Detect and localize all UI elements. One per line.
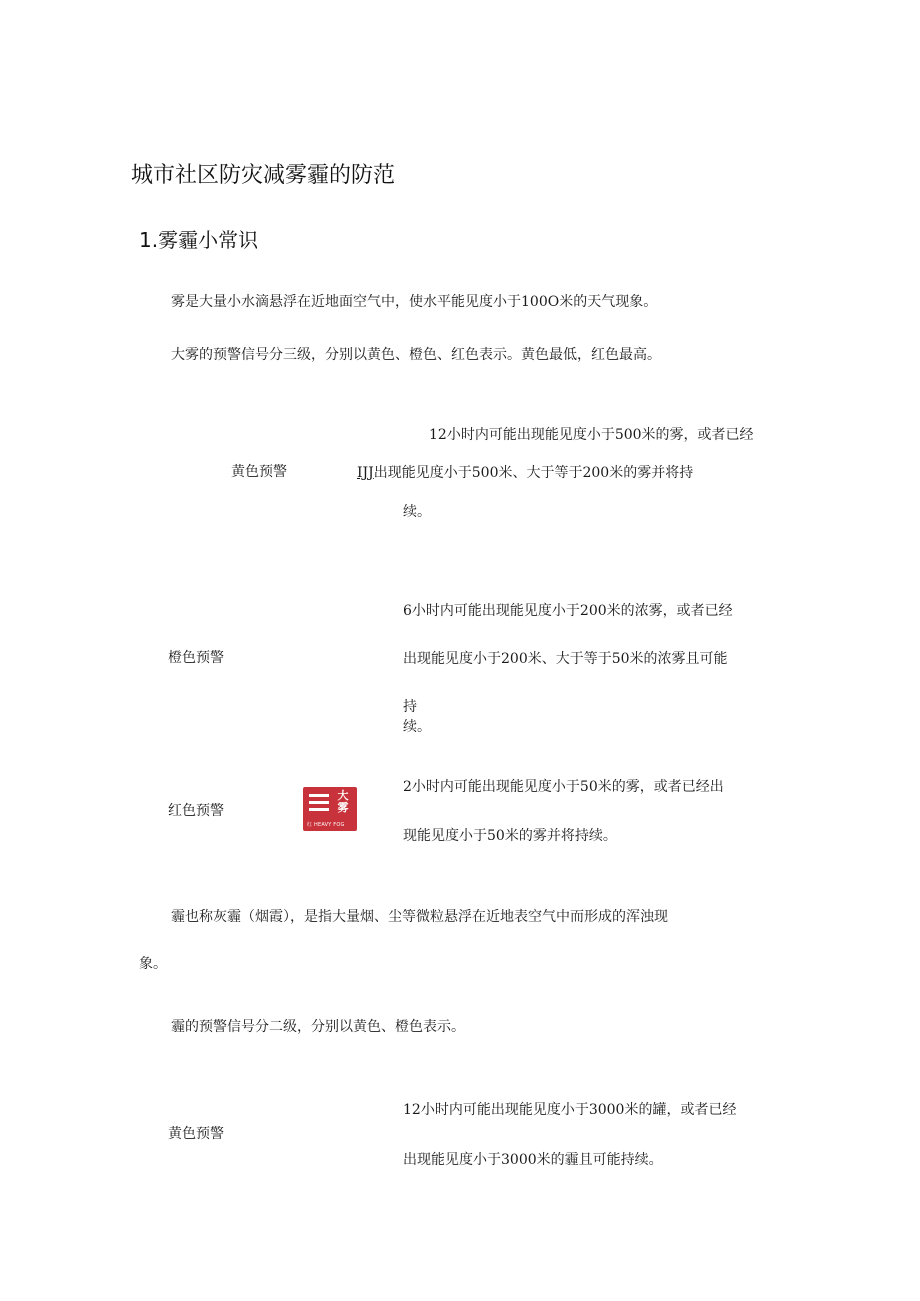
signal-bars-icon: [309, 794, 329, 815]
signal-small-text: [307, 822, 354, 828]
section-heading: 1.雾霾小常识: [139, 228, 259, 252]
haze-yellow-desc-line2: 出现能见度小于3000米的霾且可能持续。: [403, 1152, 663, 1168]
haze-definition-line2: 象。: [139, 956, 167, 972]
fog-yellow-desc-line3: 续。: [403, 504, 431, 520]
haze-yellow-desc-line1: 12小时内可能出现能见度小于3000米的罐，或者已经: [403, 1102, 737, 1118]
fog-red-desc-line2: 现能见度小于50米的雾并将持续。: [403, 828, 617, 844]
signal-english-text: HEAVY FOG: [314, 822, 345, 828]
fog-definition: 雾是大量小水滴悬浮在近地面空气中，使水平能见度小于100O米的天气现象。: [171, 294, 658, 310]
fog-yellow-desc-line1: 12小时内可能出现能见度小于500米的雾，或者已经: [429, 427, 754, 443]
signal-big-text: 大雾: [337, 789, 349, 814]
haze-definition-line1: 霾也称灰霾（烟霞），是指大量烟、尘等微粒悬浮在近地表空气中而形成的浑浊现: [171, 909, 668, 925]
document-title: 城市社区防灾减雾霾的防范: [131, 163, 396, 188]
fog-levels-intro: 大雾的预警信号分三级，分别以黄色、橙色、红色表示。黄色最低，红色最高。: [171, 347, 661, 363]
fog-orange-desc-line1: 6小时内可能出现能见度小于200米的浓雾，或者已经: [403, 603, 733, 619]
fog-orange-desc-line4: 续。: [403, 719, 431, 735]
signal-side-text: 红: [307, 822, 313, 828]
fog-yellow-desc-line2: [357, 463, 693, 483]
fog-yellow-label: 黄色预警: [231, 464, 287, 480]
fog-yellow-desc-line2-text: 出现能见度小于500米、大于等于200米的雾并将持: [373, 465, 694, 481]
fog-red-desc-line1: 2小时内可能出现能见度小于50米的雾，或者已经出: [403, 779, 724, 795]
fog-orange-desc-line2: 出现能见度小于200米、大于等于50米的浓雾且可能: [403, 651, 728, 667]
haze-yellow-label: 黄色预警: [168, 1126, 224, 1142]
heavy-fog-red-signal-icon: [303, 787, 357, 831]
fog-red-label: 红色预警: [168, 803, 224, 819]
fog-orange-desc-line3: 持: [403, 699, 417, 715]
haze-levels-intro: 霾的预警信号分二级，分别以黄色、橙色表示。: [171, 1019, 465, 1035]
fog-orange-label: 橙色预警: [168, 650, 224, 666]
fog-yellow-prefix: IJJ: [357, 465, 374, 481]
